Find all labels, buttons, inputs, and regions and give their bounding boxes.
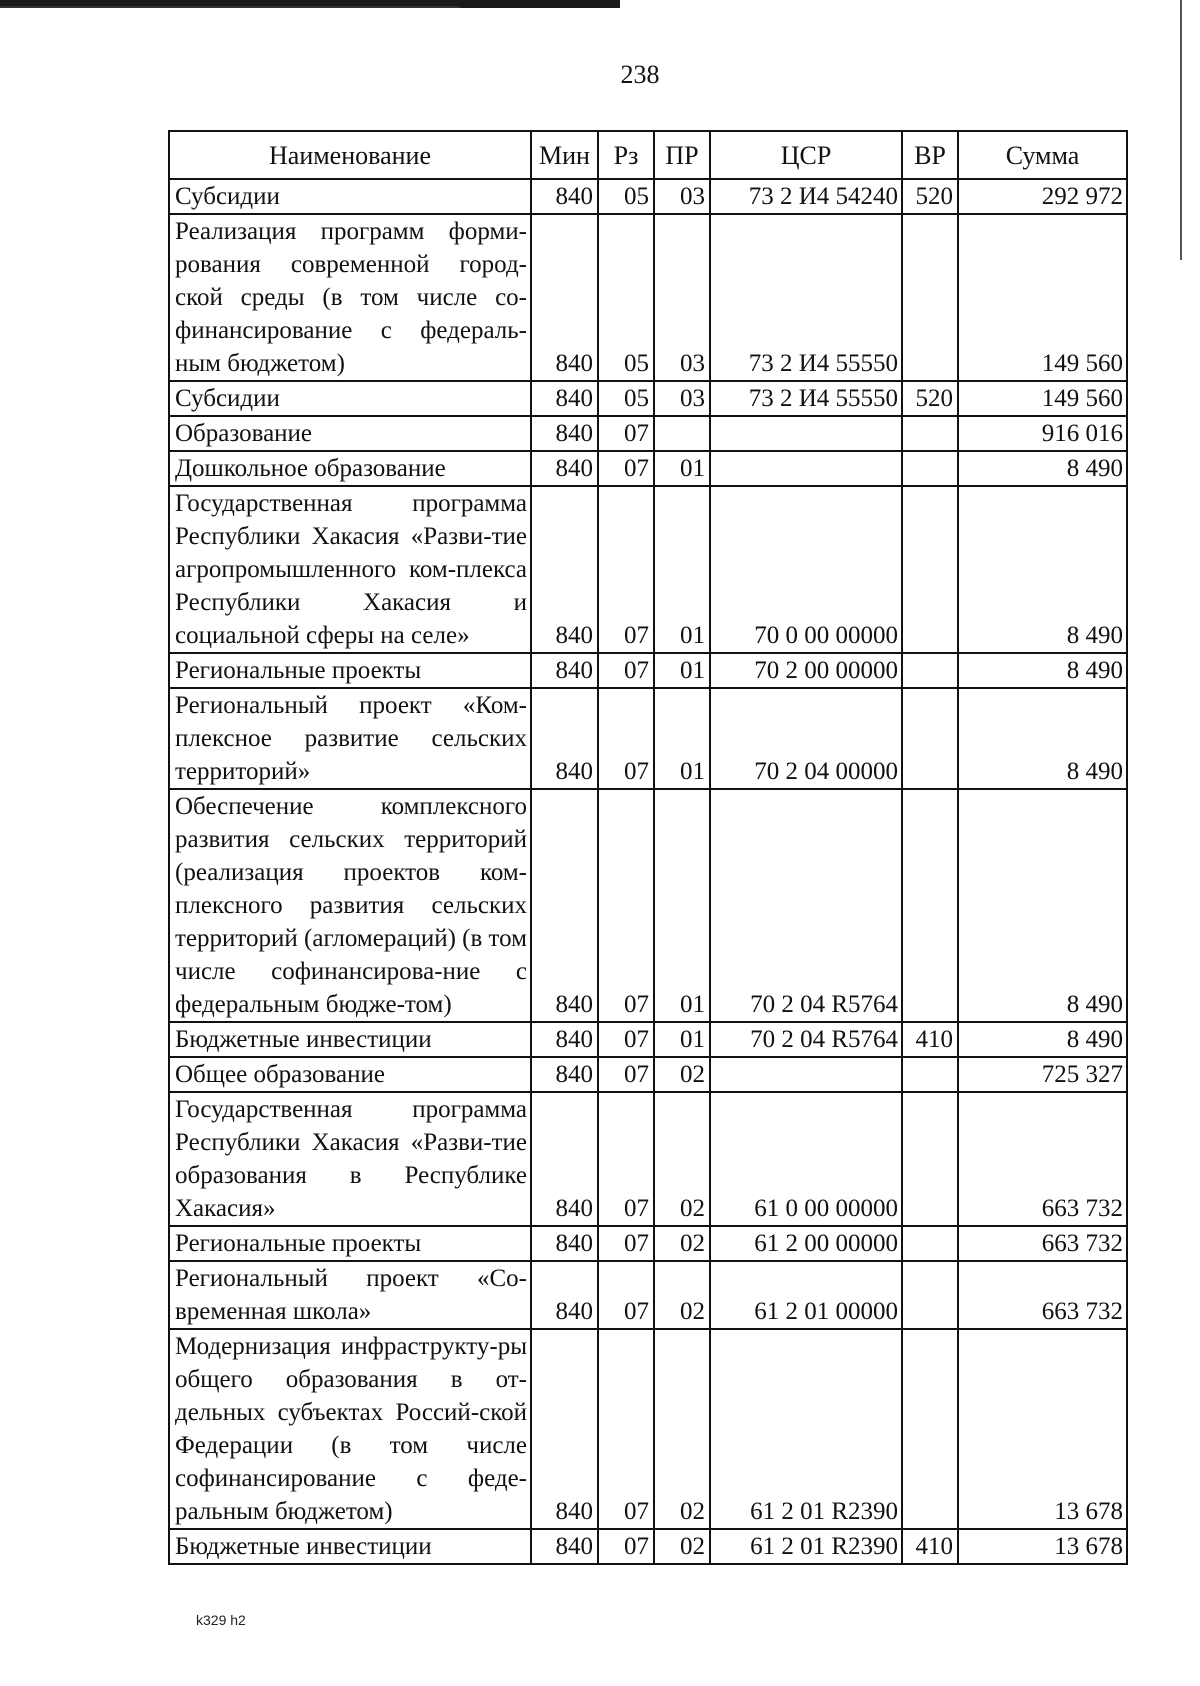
table-row (169, 1092, 1127, 1226)
cell-sum: 663 732 (958, 1092, 1127, 1226)
cell-pr: 02 (654, 1092, 710, 1226)
cell-rz: 07 (598, 1092, 654, 1226)
cell-rz: 07 (598, 1057, 654, 1092)
cell-min: 840 (531, 1329, 598, 1529)
cell-sum: 8 490 (958, 789, 1127, 1022)
cell-pr: 01 (654, 688, 710, 789)
cell-csr (710, 416, 902, 451)
cell-csr (710, 451, 902, 486)
cell-name: Образование (169, 416, 531, 451)
header-sum: Сумма (958, 131, 1127, 179)
cell-name: Региональные проекты (169, 1226, 531, 1261)
cell-min: 840 (531, 1226, 598, 1261)
cell-name: Государственная программа Республики Хакасия «Разви-тие образования в Республике Хакасия» (169, 1092, 531, 1226)
cell-min: 840 (531, 1529, 598, 1564)
table-row (169, 789, 1127, 1022)
cell-min: 840 (531, 486, 598, 653)
scan-top-rule-thin (0, 6, 460, 8)
cell-name: Обеспечение комплексного развития сельских территорий (реализация проектов ком-плексного развития сельских территорий (агломераций) (в том числе софинансирова-ние с федеральным бюдже-том) (169, 789, 531, 1022)
cell-csr (710, 1057, 902, 1092)
cell-sum: 292 972 (958, 179, 1127, 214)
cell-vr (902, 1057, 958, 1092)
cell-min: 840 (531, 451, 598, 486)
table-row (169, 179, 1127, 214)
cell-pr: 03 (654, 214, 710, 381)
cell-sum: 8 490 (958, 451, 1127, 486)
cell-name: Дошкольное образование (169, 451, 531, 486)
cell-csr: 70 0 00 00000 (710, 486, 902, 653)
cell-min: 840 (531, 1261, 598, 1329)
cell-vr (902, 486, 958, 653)
cell-pr: 02 (654, 1261, 710, 1329)
cell-vr (902, 416, 958, 451)
cell-csr: 70 2 00 00000 (710, 653, 902, 688)
table-row (169, 1329, 1127, 1529)
cell-name: Субсидии (169, 381, 531, 416)
header-rz: Рз (598, 131, 654, 179)
page-number: 238 (620, 60, 660, 89)
table-row (169, 381, 1127, 416)
header-min: Мин (531, 131, 598, 179)
cell-sum: 725 327 (958, 1057, 1127, 1092)
table-row (169, 486, 1127, 653)
cell-rz: 07 (598, 1226, 654, 1261)
header-pr: ПР (654, 131, 710, 179)
cell-min: 840 (531, 214, 598, 381)
cell-vr: 520 (902, 179, 958, 214)
cell-pr: 01 (654, 1022, 710, 1057)
cell-min: 840 (531, 416, 598, 451)
cell-csr: 73 2 И4 54240 (710, 179, 902, 214)
cell-min: 840 (531, 381, 598, 416)
cell-csr: 73 2 И4 55550 (710, 214, 902, 381)
cell-rz: 07 (598, 451, 654, 486)
cell-csr: 61 2 00 00000 (710, 1226, 902, 1261)
cell-pr: 01 (654, 486, 710, 653)
cell-pr: 02 (654, 1226, 710, 1261)
cell-vr (902, 1226, 958, 1261)
cell-pr (654, 416, 710, 451)
cell-min: 840 (531, 1092, 598, 1226)
cell-min: 840 (531, 179, 598, 214)
cell-sum: 8 490 (958, 486, 1127, 653)
header-name: Наименование (169, 131, 531, 179)
cell-rz: 05 (598, 179, 654, 214)
cell-pr: 01 (654, 789, 710, 1022)
cell-name: Региональный проект «Ком-плексное развитие сельских территорий» (169, 688, 531, 789)
cell-rz: 05 (598, 214, 654, 381)
cell-csr: 70 2 04 R5764 (710, 1022, 902, 1057)
cell-name: Региональный проект «Со-временная школа» (169, 1261, 531, 1329)
header-vr: ВР (902, 131, 958, 179)
cell-rz: 07 (598, 688, 654, 789)
cell-vr (902, 1092, 958, 1226)
cell-csr: 61 0 00 00000 (710, 1092, 902, 1226)
header-csr: ЦСР (710, 131, 902, 179)
footer-code: k329 h2 (196, 1612, 246, 1628)
cell-name: Общее образование (169, 1057, 531, 1092)
cell-pr: 03 (654, 381, 710, 416)
cell-pr: 01 (654, 653, 710, 688)
cell-csr: 70 2 04 R5764 (710, 789, 902, 1022)
cell-sum: 8 490 (958, 1022, 1127, 1057)
cell-sum: 8 490 (958, 688, 1127, 789)
cell-sum: 13 678 (958, 1529, 1127, 1564)
cell-min: 840 (531, 1022, 598, 1057)
table-row (169, 451, 1127, 486)
cell-name: Государственная программа Республики Хакасия «Разви-тие агропромышленного ком-плекса Республики Хакасия и социальной сферы на селе» (169, 486, 531, 653)
cell-name: Модернизация инфраструкту-ры общего образования в от-дельных субъектах Россий-ской Федерации (в том числе софинансирование с феде-ральным бюджетом) (169, 1329, 531, 1529)
cell-vr (902, 1261, 958, 1329)
table-row (169, 653, 1127, 688)
table-header-row (169, 131, 1127, 179)
cell-sum: 663 732 (958, 1226, 1127, 1261)
cell-min: 840 (531, 1057, 598, 1092)
cell-sum: 663 732 (958, 1261, 1127, 1329)
cell-rz: 05 (598, 381, 654, 416)
cell-sum: 13 678 (958, 1329, 1127, 1529)
cell-rz: 07 (598, 653, 654, 688)
cell-name: Бюджетные инвестиции (169, 1529, 531, 1564)
cell-vr (902, 214, 958, 381)
budget-table (168, 130, 1128, 1565)
cell-pr: 02 (654, 1329, 710, 1529)
cell-csr: 61 2 01 R2390 (710, 1329, 902, 1529)
cell-sum: 149 560 (958, 214, 1127, 381)
cell-pr: 01 (654, 451, 710, 486)
cell-csr: 70 2 04 00000 (710, 688, 902, 789)
cell-vr (902, 1329, 958, 1529)
table-body (169, 179, 1127, 1564)
cell-rz: 07 (598, 1022, 654, 1057)
table-row (169, 688, 1127, 789)
table-row (169, 1057, 1127, 1092)
cell-rz: 07 (598, 1261, 654, 1329)
cell-vr: 410 (902, 1529, 958, 1564)
cell-rz: 07 (598, 416, 654, 451)
cell-min: 840 (531, 688, 598, 789)
cell-name: Бюджетные инвестиции (169, 1022, 531, 1057)
cell-csr: 61 2 01 R2390 (710, 1529, 902, 1564)
cell-csr: 61 2 01 00000 (710, 1261, 902, 1329)
cell-min: 840 (531, 653, 598, 688)
table-row (169, 1529, 1127, 1564)
cell-rz: 07 (598, 486, 654, 653)
cell-rz: 07 (598, 1529, 654, 1564)
cell-rz: 07 (598, 789, 654, 1022)
table-row (169, 1261, 1127, 1329)
cell-name: Субсидии (169, 179, 531, 214)
cell-sum: 916 016 (958, 416, 1127, 451)
table-row (169, 1022, 1127, 1057)
cell-name: Региональные проекты (169, 653, 531, 688)
cell-vr: 520 (902, 381, 958, 416)
cell-min: 840 (531, 789, 598, 1022)
scan-right-edge (1180, 0, 1182, 260)
cell-pr: 02 (654, 1529, 710, 1564)
cell-vr (902, 451, 958, 486)
cell-name: Реализация программ форми-рования современной город-ской среды (в том числе со-финансирование с федераль-ным бюджетом) (169, 214, 531, 381)
cell-csr: 73 2 И4 55550 (710, 381, 902, 416)
cell-vr: 410 (902, 1022, 958, 1057)
cell-sum: 149 560 (958, 381, 1127, 416)
table-row (169, 1226, 1127, 1261)
table-row (169, 214, 1127, 381)
cell-sum: 8 490 (958, 653, 1127, 688)
cell-vr (902, 688, 958, 789)
cell-vr (902, 653, 958, 688)
table-row (169, 416, 1127, 451)
cell-pr: 03 (654, 179, 710, 214)
cell-pr: 02 (654, 1057, 710, 1092)
cell-rz: 07 (598, 1329, 654, 1529)
cell-vr (902, 789, 958, 1022)
